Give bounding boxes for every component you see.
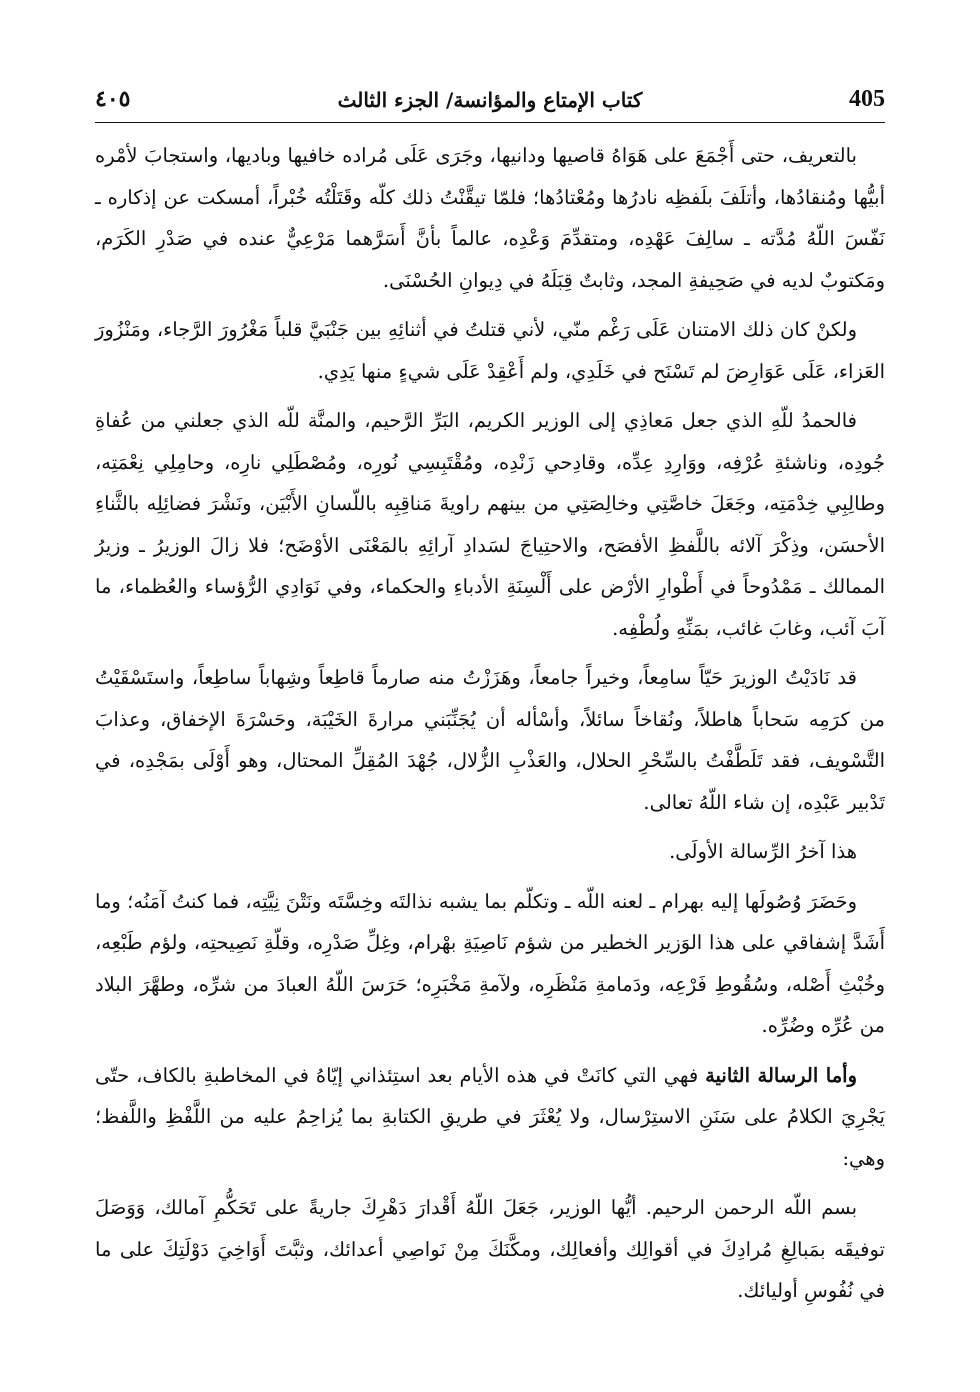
page-number-arabic: ٤٠٥ — [95, 86, 131, 112]
book-page — [95, 82, 885, 1372]
paragraph: بالتعريف، حتى أَجْمَعَ على هَوَاهُ قاصيها ودانيها، وجَرَى عَلَى مُراده خافيها وباديها، واستجابَ لأمْره أبيُّها ومُنقادُها، وأتلَفَ بلَفظِه نادرُها ومُعْتادُها؛ فلمّا تيقَّنْتُ ذلك كلّه وقَتَلْتُه خُبْراً، أمسكت عن إذكاره ـ نَفّسَ اللّهُ مُدَّته ـ سالِفَ عَهْدِه، ومتقدِّمَ وَعْدِه، عالماً بأنَّ أَسَرَّهما مَرْعِيٌّ عنده في صَدْرِ الكَرَم، ومَكتوبٌ لديه في صَحِيفةِ المجد، وثابتٌ قِبَلَهُ في دِيوانِ الحُسْنَى. — [95, 144, 885, 292]
paragraph: هذا آخرُ الرِّسالة الأولَى. — [669, 840, 857, 863]
paragraph — [95, 1055, 885, 1180]
page-header — [95, 82, 885, 123]
paragraph: وحَضَرَ وُصُولَها إليه بهرام ـ لعنه اللّه ـ وتكلّم بما يشبه نذالتَه وخِسَّتَه ونَتْنَ نِيَّتِه، فما كنتُ آمَنُه؛ وما أَشَدَّ إشفاقي على هذا الوَزير الخطير من شؤم نَاصِيَةِ بهْرام، وغِلِّ صَدْرِه، وقلّةِ نَصِيحتِه، ولؤم طَبْعِه، وخُبْثِ أَصْله، وسُقُوطِ فَرْعِه، ودَمامةِ مَنْظَرِه، ولآمةِ مَخْبَرِه؛ حَرَسَ اللّهُ العبادَ من شرِّه، وطهَّرَ البلاد من عُرِّه وضُرِّه. — [95, 889, 885, 1037]
paragraph-lead: وأما الرسالة الثانية — [705, 1063, 858, 1087]
page-number-latin: 405 — [849, 86, 885, 112]
paragraph: ولكنْ كان ذلك الامتنان عَلَى رَغْم منّي، لأني قتلتُ في أثنائِهِ بين جَنْبَيَّ قلباً مَغْرُورَ الرَّجاء، ومَنْزُورَ العَزاء، عَلَى عَوَارِضَ لم تَسْنَح في خَلَدِي، ولم أَعْقِدْ عَلَى شيءٍ منها يَدِي. — [95, 318, 885, 383]
paragraph: قد نَادَيْتُ الوزيرَ حَيّاً سامِعاً، وخيراً جامعاً، وهَزَزْتُ منه صارماً قاطِعاً وشِهاباً ساطِعاً، واستَسْقَيْتُ من كرَمِه سَحاباً هاطلاً، ونُقاخاً سائلاً، وأسْأله أن يُجَنِّبَني مرارةَ الخَيْبَة، وحَسْرَةَ الإخفاق، وعذابَ التَّسْويف، فقد تَلَطَّفْتُ بالسِّحْرِ الحلال، والعَذْبِ الزُّلال، جُهْدَ المُقِلِّ المحتال، وهو أَوْلَى بمَجْدِه، في تَدْبير عَبْدِه، إن شاء اللّهُ تعالى. — [95, 666, 885, 814]
paragraph: بسم اللّه الرحمن الرحيم. أيُّها الوزير، جَعَلَ اللّهُ أَقْدارَ دَهْرِكَ جاريةً على تَحَكُّمِ آمالك، وَوَصَلَ توفيقَه بمَبالِغِ مُرادِكَ في أقوالِك وأفعالِك، ومكَّنَكَ مِنْ نَواصِي أعدائك، وثبَّتَ أَوَاخِيَ دَوْلَتِكَ على ما في نُفُوسِ أوليائك. — [95, 1196, 885, 1302]
running-title: كتاب الإمتاع والمؤانسة/ الجزء الثالث — [337, 88, 643, 112]
paragraph-rest: فهي التي كانَتْ في هذه الأيام بعد استِئذاني إيّاهُ في المخاطبةِ بالكاف، حتّى يَجْرِيَ الكلامُ على سَنَنِ الاستِرْسال، ولا يُعْثَرَ في طريقِ الكتابةِ بما يُزاحِمُ عليه من اللَّفْظِ واللَّفظ؛ وهي: — [95, 1063, 885, 1170]
page-body — [95, 135, 885, 1312]
paragraph: فالحمدُ للّهِ الذي جعل مَعاذِي إلى الوزير الكريم، البَرِّ الرَّحيم، والمنَّة للّه الذي جعلني من عُفاةِ جُودِه، وناشئةِ عُرْفِه، ووَارِدِ عِدِّه، وقادِحي زَنْدِه، ومُقْتَبِسِي نُورِه، ومُصْطَلِي نارِه، وحامِلِي نِعْمَتِه، وطالِبِي خِدْمَتِه، وجَعَلَ خاصَّتِي وخالِصَتِي من بينهم راويةَ مَناقِبِه باللّسانِ الأَبْيَن، ونَشْرَ فضائِلِه بالثَّناءِ الأحسَن، وذِكْرَ آلائه باللَّفظِ الأفصَح، والاحتِياجَ لسَدادِ آرائِهِ بالمَعْنَى الأوْضَح؛ فلا زالَ الوزيرُ ـ وزيرُ الممالك ـ مَمْدُوحاً في أَطْوارِ الأرْض على أَلْسِنَةِ الأدباءِ والحكماء، وفي نَوَادِي الرُّؤساء والعُظماء، ما آبَ آئب، وغابَ غائب، بمَنِّهِ ولُطْفِه. — [95, 409, 885, 640]
